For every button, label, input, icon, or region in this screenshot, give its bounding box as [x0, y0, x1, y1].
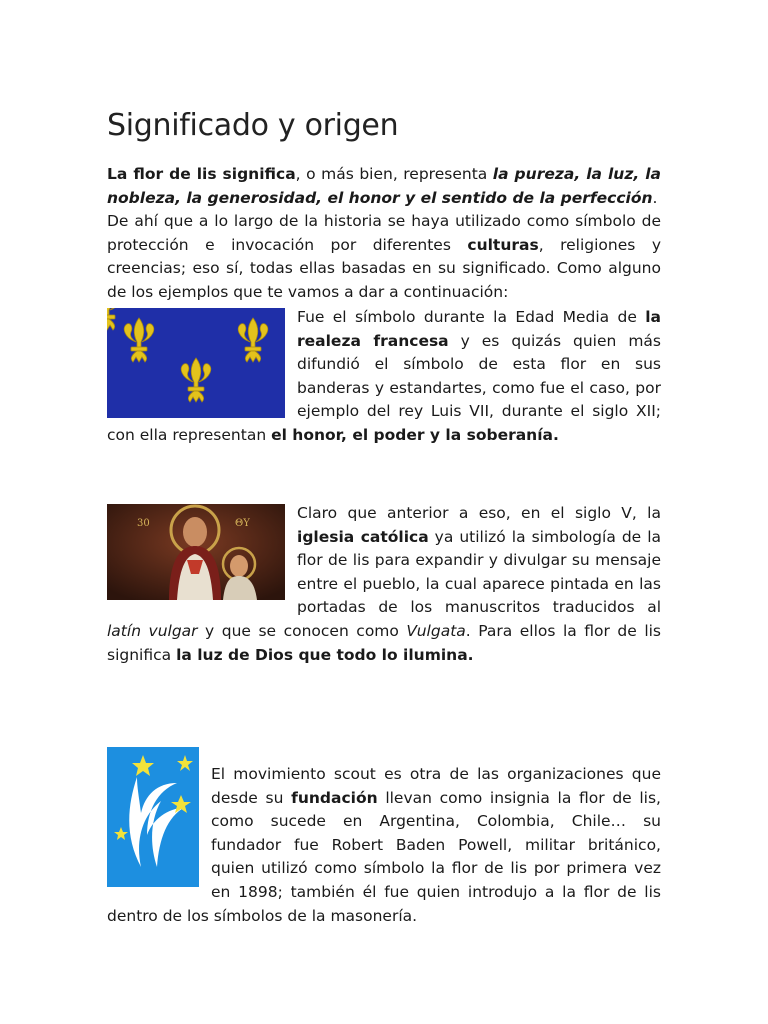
section-iglesia: [107, 502, 661, 667]
intro-values-list: la pureza, la luz, la nobleza, la generosidad, el honor y el sentido de la perfección: [107, 165, 661, 207]
sec2-text-d: . Para ellos la flor de lis significa: [107, 621, 662, 664]
sec1-bold-realeza: la realeza francesa: [297, 308, 661, 350]
para2-text-b: , religiones y creencias; eso sí, todas ellas basadas en su significado. Como alguno de los ejemplos que te vamos a dar a continuación:: [107, 235, 661, 301]
scout-emblem-image: [107, 747, 199, 887]
sec1-bold-honor: el honor, el poder y la soberanía.: [271, 425, 559, 444]
sec1-text-a: Fue el símbolo durante la Edad Media de: [297, 308, 646, 326]
intro-lead-bold: La flor de lis significa: [107, 165, 296, 183]
sec1-text-b: y es quizás quien más difundió el símbolo de esta flor en sus banderas y estandartes, como fue el caso, por ejemplo del rey Luis VII, durante el siglo XII; con ella representan: [107, 331, 661, 444]
sec2-bold-iglesia: iglesia católica: [297, 527, 429, 546]
madonna-painting-image: [107, 504, 285, 600]
section-scout: [107, 763, 661, 928]
sec2-bold-luz: la luz de Dios que todo lo ilumina.: [176, 645, 474, 664]
svg-text:30: 30: [137, 518, 150, 529]
intro-end: .: [652, 188, 658, 207]
sec2-text-c: y que se conocen como: [197, 621, 407, 640]
sec3-text-b: llevan como insignia la flor de lis, como sucede en Argentina, Colombia, Chile… su fundador fue Robert Baden Powell, militar británico, quien utilizó como símbolo la flor de lis por primera vez en 1898; también él fue quien introdujo a la flor de lis dentro de los símbolos de la masonería.: [107, 788, 661, 925]
para2-text-a: De ahí que a lo largo de la historia se haya utilizado como símbolo de protección e invocación por diferentes: [107, 212, 661, 254]
svg-text:ΘΥ: ΘΥ: [235, 518, 250, 529]
sec2-text-a: Claro que anterior a eso, en el siglo V, la: [297, 504, 661, 522]
french-royal-flag-image: [107, 308, 285, 418]
sec2-italic-vulgata: Vulgata: [406, 621, 466, 640]
sec2-italic-latin: latín vulgar: [107, 621, 198, 640]
sec3-bold-fundacion: fundación: [291, 788, 378, 807]
sec3-text-a: El movimiento scout es otra de las organizaciones que desde su: [211, 765, 661, 807]
intro-paragraph: [107, 163, 661, 305]
para2-bold-culturas: culturas: [467, 235, 539, 254]
intro-lead-text: , o más bien, representa: [295, 165, 493, 183]
page-title: Significado y origen: [107, 108, 399, 143]
sec2-text-b: ya utilizó la simbología de la flor de lis para expandir y divulgar su mensaje entre el pueblo, la cual aparece pintada en las portadas de los manuscritos traducidos al: [297, 527, 661, 617]
section-realeza: [107, 306, 661, 448]
